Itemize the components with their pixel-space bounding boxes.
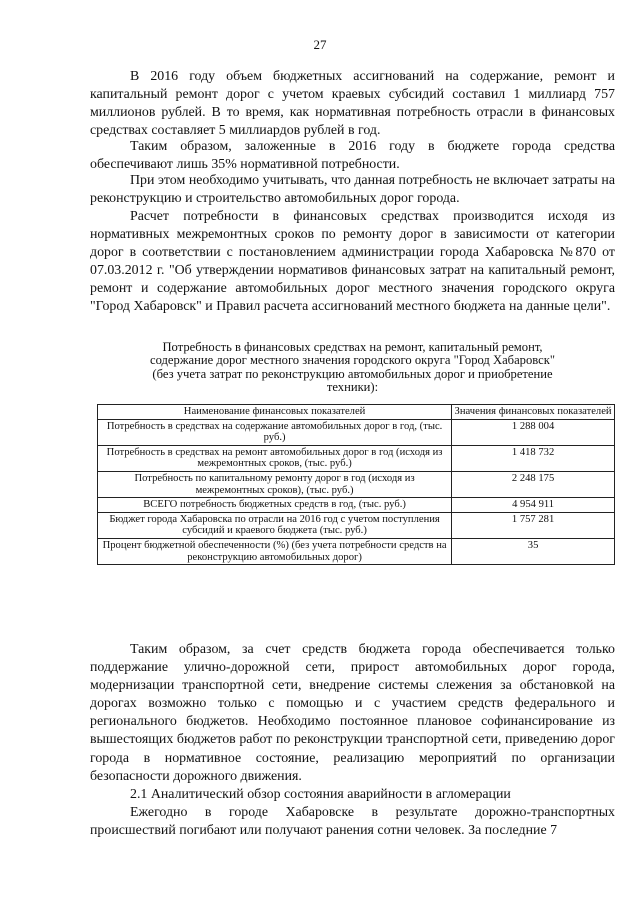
header-indicator-value: Значения финансовых показателей	[452, 405, 615, 420]
table-row	[98, 419, 615, 445]
table-caption-line: техники):	[326, 379, 379, 394]
table-caption	[90, 341, 615, 394]
table-caption-line: (без учета затрат по реконструкцию автомобильных дорог и приобретение	[152, 366, 553, 381]
financial-indicators-table	[97, 404, 615, 565]
paragraph-conclusion: Таким образом, за счет средств бюджета города обеспечивается только поддержание улично-дорожной сети, прирост автомобильных дорог города, модернизации транспортной сети, внедрение системы слежения за обстановкой на дорогах возможно только с помощью и с участием средств федерального и регионального бюджетов. Необходимо постоянное плановое софинансирование из вышестоящих бюджетов работ по реконструкции транспортной сети, приведению дорог города в нормативное состояние, реализацию мероприятий по организации безопасности дорожного движения.	[90, 642, 615, 784]
paragraph-coverage: Таким образом, заложенные в 2016 году в бюджете города средства обеспечивают лишь 35% нормативной потребности.	[90, 139, 615, 173]
row-repair-name: Потребность в средствах на ремонт автомобильных дорог в год (исходя из межремонтных сроков, (тыс. руб.)	[98, 445, 452, 471]
section-heading: 2.1 Аналитический обзор состояния аварийности в агломерации	[130, 787, 511, 802]
row-city-budget-name: Бюджет города Хабаровска по отрасли на 2016 год с учетом поступления субсидий и краевого бюджета (тыс. руб.)	[98, 512, 452, 538]
row-capital-repair-name: Потребность по капитальному ремонту дорог в год (исходя из межремонтных сроков), (тыс. руб.)	[98, 471, 452, 497]
row-capital-repair-value: 2 248 175	[452, 471, 615, 497]
header-indicator-name: Наименование финансовых показателей	[98, 405, 452, 420]
table-caption-line: содержание дорог местного значения городского округа "Город Хабаровск"	[150, 353, 555, 368]
row-city-budget-value: 1 757 281	[452, 512, 615, 538]
row-coverage-percent-value: 35	[452, 538, 615, 564]
row-total-need-name: ВСЕГО потребность бюджетных средств в год, (тыс. руб.)	[98, 498, 452, 513]
paragraph-exclusions: При этом необходимо учитывать, что данная потребность не включает затраты на реконструкцию и строительство автомобильных дорог города.	[90, 173, 615, 207]
table-caption-line: Потребность в финансовых средствах на ремонт, капитальный ремонт,	[162, 340, 543, 354]
paragraph-calculation-basis: Расчет потребности в финансовых средствах производится исходя из нормативных межремонтных сроков по ремонту дорог в зависимости от категории дорог в соответствии с постановлением администрации города Хабаровска №870 от 07.03.2012 г. "Об утверждении нормативов финансовых затрат на капитальный ремонт, ремонт и содержание автомобильных дорог местного значения городского округа "Город Хабаровск" и Правил расчета ассигнований местного бюджета на данные цели".	[90, 209, 615, 315]
table-row	[98, 445, 615, 471]
table-row	[98, 512, 615, 538]
page-number: 27	[313, 37, 327, 52]
row-repair-value: 1 418 732	[452, 445, 615, 471]
row-coverage-percent-name: Процент бюджетной обеспеченности (%) (без учета потребности средств на реконструкцию автомобильных дорог)	[98, 538, 452, 564]
table-row	[98, 498, 615, 513]
paragraph-accidents: Ежегодно в городе Хабаровске в результате дорожно-транспортных происшествий погибают или получают ранения сотни человек. За последние 7	[90, 805, 615, 839]
row-maintenance-name: Потребность в средствах на содержание автомобильных дорог в год, (тыс. руб.)	[98, 419, 452, 445]
paragraph-budget-2016: В 2016 году объем бюджетных ассигнований на содержание, ремонт и капитальный ремонт дорог с учетом краевых субсидий составил 1 миллиард 757 миллионов рублей. В то время, как нормативная потребность отрасли в финансовых средствах составляет 5 миллиардов рублей в год.	[90, 69, 615, 139]
table-header-row	[98, 405, 615, 420]
row-maintenance-value: 1 288 004	[452, 419, 615, 445]
table-row	[98, 538, 615, 564]
row-total-need-value: 4 954 911	[452, 498, 615, 513]
table-row	[98, 471, 615, 497]
